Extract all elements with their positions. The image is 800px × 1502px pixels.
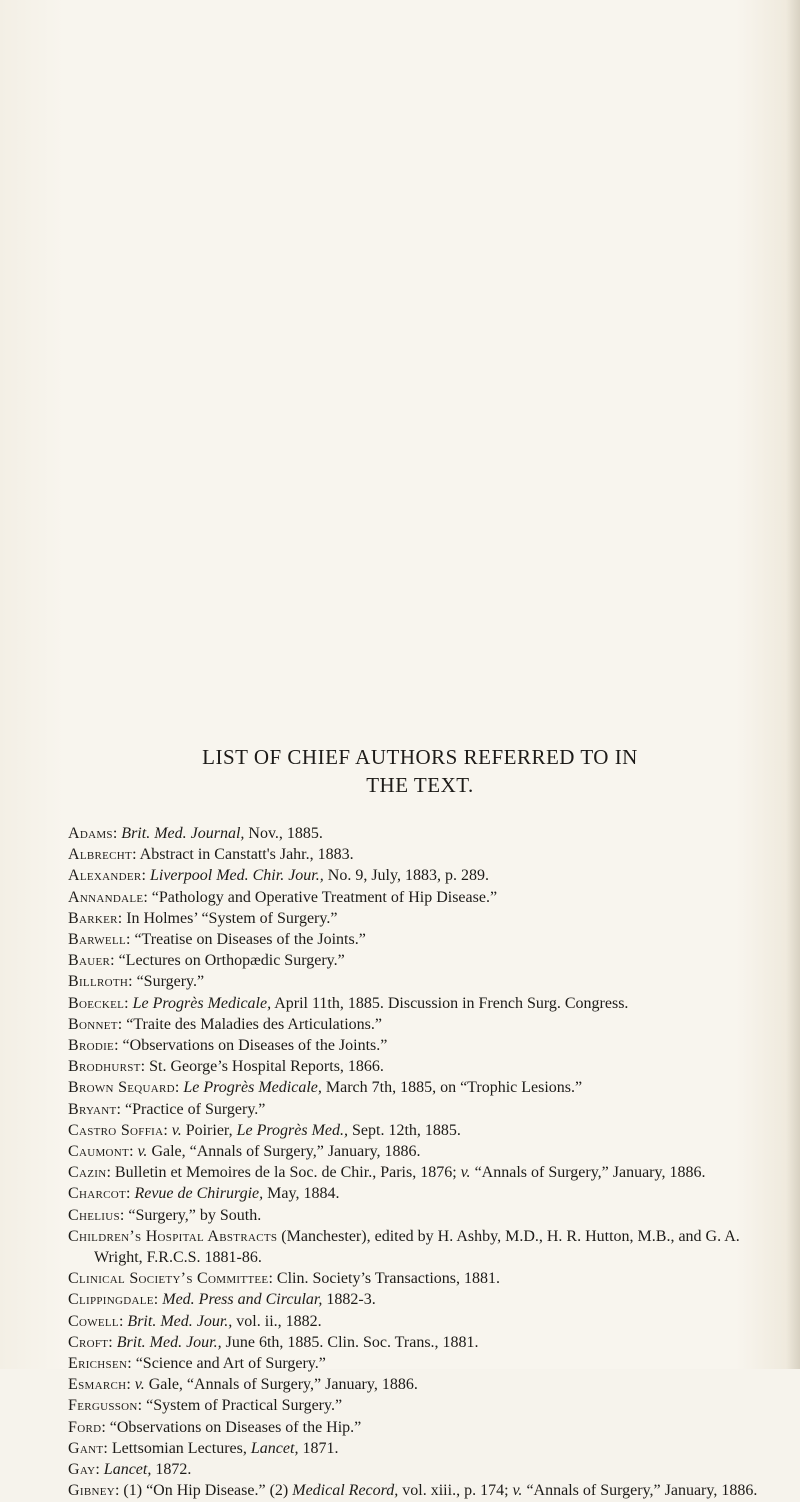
reference-text: : xyxy=(153,1291,163,1309)
author-entry xyxy=(68,1120,768,1141)
author-entry xyxy=(68,1480,768,1501)
page-title-line-2: THE TEXT. xyxy=(366,773,474,797)
author-name: Ford xyxy=(68,1418,102,1436)
author-entry xyxy=(68,1417,768,1438)
author-name: Castro Soffia xyxy=(68,1121,164,1139)
publication-title: v. xyxy=(460,1164,471,1182)
author-entry xyxy=(68,1099,768,1120)
reference-text: (Manchester), edited by H. Ashby, M.D., H. R. Hutton, M.B., and G. A. Wright, F.R.C.S. 1881-86. xyxy=(94,1227,740,1267)
reference-text: “Annals of Surgery,” January, 1886. xyxy=(522,1482,758,1500)
reference-text: 1882-3. xyxy=(322,1291,376,1309)
author-name: Brodie xyxy=(68,1037,115,1055)
author-entry xyxy=(68,865,768,886)
author-entry xyxy=(68,1374,768,1395)
author-name: Clinical Society’s Committee xyxy=(68,1270,269,1288)
author-name: Charcot xyxy=(68,1185,126,1203)
reference-text: April 11th, 1885. Discussion in French Surg. Congress. xyxy=(271,994,629,1012)
reference-text: May, 1884. xyxy=(263,1185,340,1203)
reference-text: : Abstract in Canstatt's Jahr., 1883. xyxy=(132,846,354,864)
author-entry xyxy=(68,1205,768,1226)
author-entry xyxy=(68,887,768,908)
reference-text: : “Surgery,” by South. xyxy=(119,1206,262,1224)
author-entry xyxy=(68,1183,768,1204)
author-name: Annandale xyxy=(68,888,144,906)
publication-title: Lancet, xyxy=(103,1461,152,1479)
reference-text: 1871. xyxy=(298,1439,339,1457)
reference-text: : Lettsomian Lectures, xyxy=(103,1439,251,1457)
author-name: Children’s Hospital Abstracts xyxy=(68,1227,278,1245)
author-name: Brown Sequard xyxy=(68,1079,175,1097)
reference-text: : xyxy=(126,1185,135,1203)
author-name: Croft xyxy=(68,1333,109,1351)
author-entry xyxy=(68,1438,768,1459)
publication-title: Liverpool Med. Chir. Jour., xyxy=(149,867,324,885)
author-entry xyxy=(68,1289,768,1310)
reference-text: : “Surgery.” xyxy=(128,973,205,991)
reference-text: June 6th, 1885. Clin. Soc. Trans., 1881. xyxy=(221,1333,479,1351)
author-name: Chelius xyxy=(68,1206,120,1224)
author-name: Clippingdale xyxy=(68,1291,154,1309)
reference-text: : Clin. Society’s Transactions, 1881. xyxy=(268,1270,501,1288)
reference-text: : xyxy=(126,1376,135,1394)
reference-text: Nov., 1885. xyxy=(244,825,323,842)
author-entry xyxy=(68,1311,768,1332)
reference-text: : “Practice of Surgery.” xyxy=(116,1100,266,1118)
author-name: Adams xyxy=(68,825,113,842)
author-entry xyxy=(68,1459,768,1480)
author-entry xyxy=(68,1056,768,1077)
reference-text: vol. ii., 1882. xyxy=(232,1312,322,1330)
reference-text: No. 9, July, 1883, p. 289. xyxy=(323,867,489,885)
reference-text: : “Observations on Diseases of the Joints.” xyxy=(114,1037,388,1055)
author-name: Brodhurst xyxy=(68,1058,141,1076)
author-entry xyxy=(68,1014,768,1035)
author-list xyxy=(68,823,768,1502)
reference-text: Sept. 12th, 1885. xyxy=(348,1121,461,1139)
author-name: Erichsen xyxy=(68,1355,128,1373)
author-entry xyxy=(68,1226,768,1268)
author-entry xyxy=(68,1141,768,1162)
author-name: Bauer xyxy=(68,952,111,970)
author-entry xyxy=(68,908,768,929)
publication-title: Lancet, xyxy=(250,1439,299,1457)
publication-title: v. xyxy=(171,1121,182,1139)
reference-text: March 7th, 1885, on “Trophic Lesions.” xyxy=(321,1079,583,1097)
author-entry xyxy=(68,823,768,844)
author-entry xyxy=(68,1353,768,1374)
reference-text: : xyxy=(124,994,133,1012)
publication-title: Medical Record, xyxy=(292,1482,399,1500)
author-name: Esmarch xyxy=(68,1376,127,1394)
author-name: Fergusson xyxy=(68,1397,138,1415)
author-name: Barwell xyxy=(68,931,126,949)
reference-text: : “Observations on Diseases of the Hip.” xyxy=(101,1418,362,1436)
author-entry xyxy=(68,950,768,971)
page-title-line-1: LIST OF CHIEF AUTHORS REFERRED TO IN xyxy=(202,745,638,769)
reference-text: : “Pathology and Operative Treatment of Hip Disease.” xyxy=(143,888,498,906)
author-name: Gant xyxy=(68,1439,104,1457)
reference-text: : xyxy=(141,867,150,885)
author-name: Cazin xyxy=(68,1164,107,1182)
publication-title: Brit. Med. Jour., xyxy=(127,1312,233,1330)
publication-title: v. xyxy=(137,1143,148,1161)
author-entry xyxy=(68,993,768,1014)
publication-title: Le Progrès Medicale, xyxy=(183,1079,322,1097)
author-name: Alexander xyxy=(68,867,142,885)
author-entry xyxy=(68,844,768,865)
reference-text: : “Treatise on Diseases of the Joints.” xyxy=(126,931,366,949)
reference-text: : xyxy=(108,1333,117,1351)
reference-text: “Annals of Surgery,” January, 1886. xyxy=(470,1164,706,1182)
author-name: Cowell xyxy=(68,1312,119,1330)
reference-text: : (1) “On Hip Disease.” (2) xyxy=(114,1482,293,1500)
author-entry xyxy=(68,1395,768,1416)
reference-text: : xyxy=(112,825,122,842)
author-name: Bryant xyxy=(68,1100,117,1118)
author-name: Gibney xyxy=(68,1482,115,1500)
author-name: Caumont xyxy=(68,1143,130,1161)
publication-title: Brit. Med. Jour., xyxy=(116,1333,222,1351)
author-entry xyxy=(68,1332,768,1353)
reference-text: Gale, “Annals of Surgery,” January, 1886. xyxy=(147,1143,421,1161)
reference-text: vol. xiii., p. 174; xyxy=(398,1482,513,1500)
author-entry xyxy=(68,1162,768,1183)
author-entry xyxy=(68,1268,768,1289)
reference-text: : “Science and Art of Surgery.” xyxy=(127,1355,326,1373)
author-name: Billroth xyxy=(68,973,129,991)
publication-title: v. xyxy=(134,1376,145,1394)
author-entry xyxy=(68,971,768,992)
publication-title: Le Progrès Med., xyxy=(236,1121,348,1139)
reference-text: : In Holmes’ “System of Surgery.” xyxy=(117,909,338,927)
author-name: Albrecht xyxy=(68,846,133,864)
reference-text: : “Lectures on Orthopædic Surgery.” xyxy=(110,952,345,970)
publication-title: Med. Press and Circular, xyxy=(162,1291,323,1309)
author-entry xyxy=(68,1077,768,1098)
reference-text: : xyxy=(95,1461,104,1479)
author-entry xyxy=(68,1035,768,1056)
reference-text: : St. George’s Hospital Reports, 1866. xyxy=(140,1058,384,1076)
reference-text: Gale, “Annals of Surgery,” January, 1886. xyxy=(144,1376,418,1394)
author-name: Gay xyxy=(68,1461,96,1479)
reference-text: : xyxy=(118,1312,128,1330)
reference-text: : xyxy=(174,1079,184,1097)
reference-text: 1872. xyxy=(151,1461,192,1479)
reference-text: : xyxy=(129,1143,138,1161)
publication-title: Brit. Med. Journal, xyxy=(121,825,245,842)
reference-text: Poirier, xyxy=(181,1121,237,1139)
publication-title: Le Progrès Medicale, xyxy=(132,994,272,1012)
publication-title: v. xyxy=(512,1482,523,1500)
author-name: Bonnet xyxy=(68,1015,118,1033)
author-name: Barker xyxy=(68,909,118,927)
reference-text: : “System of Practical Surgery.” xyxy=(137,1397,343,1415)
reference-text: : “Traite des Maladies des Articulations.” xyxy=(117,1015,382,1033)
reference-text: : Bulletin et Memoires de la Soc. de Chir., Paris, 1876; xyxy=(106,1164,461,1182)
page-edge-shadow xyxy=(786,0,800,1369)
author-entry xyxy=(68,929,768,950)
author-name: Boeckel xyxy=(68,994,125,1012)
reference-text: : xyxy=(163,1121,172,1139)
publication-title: Revue de Chirurgie, xyxy=(134,1185,264,1203)
